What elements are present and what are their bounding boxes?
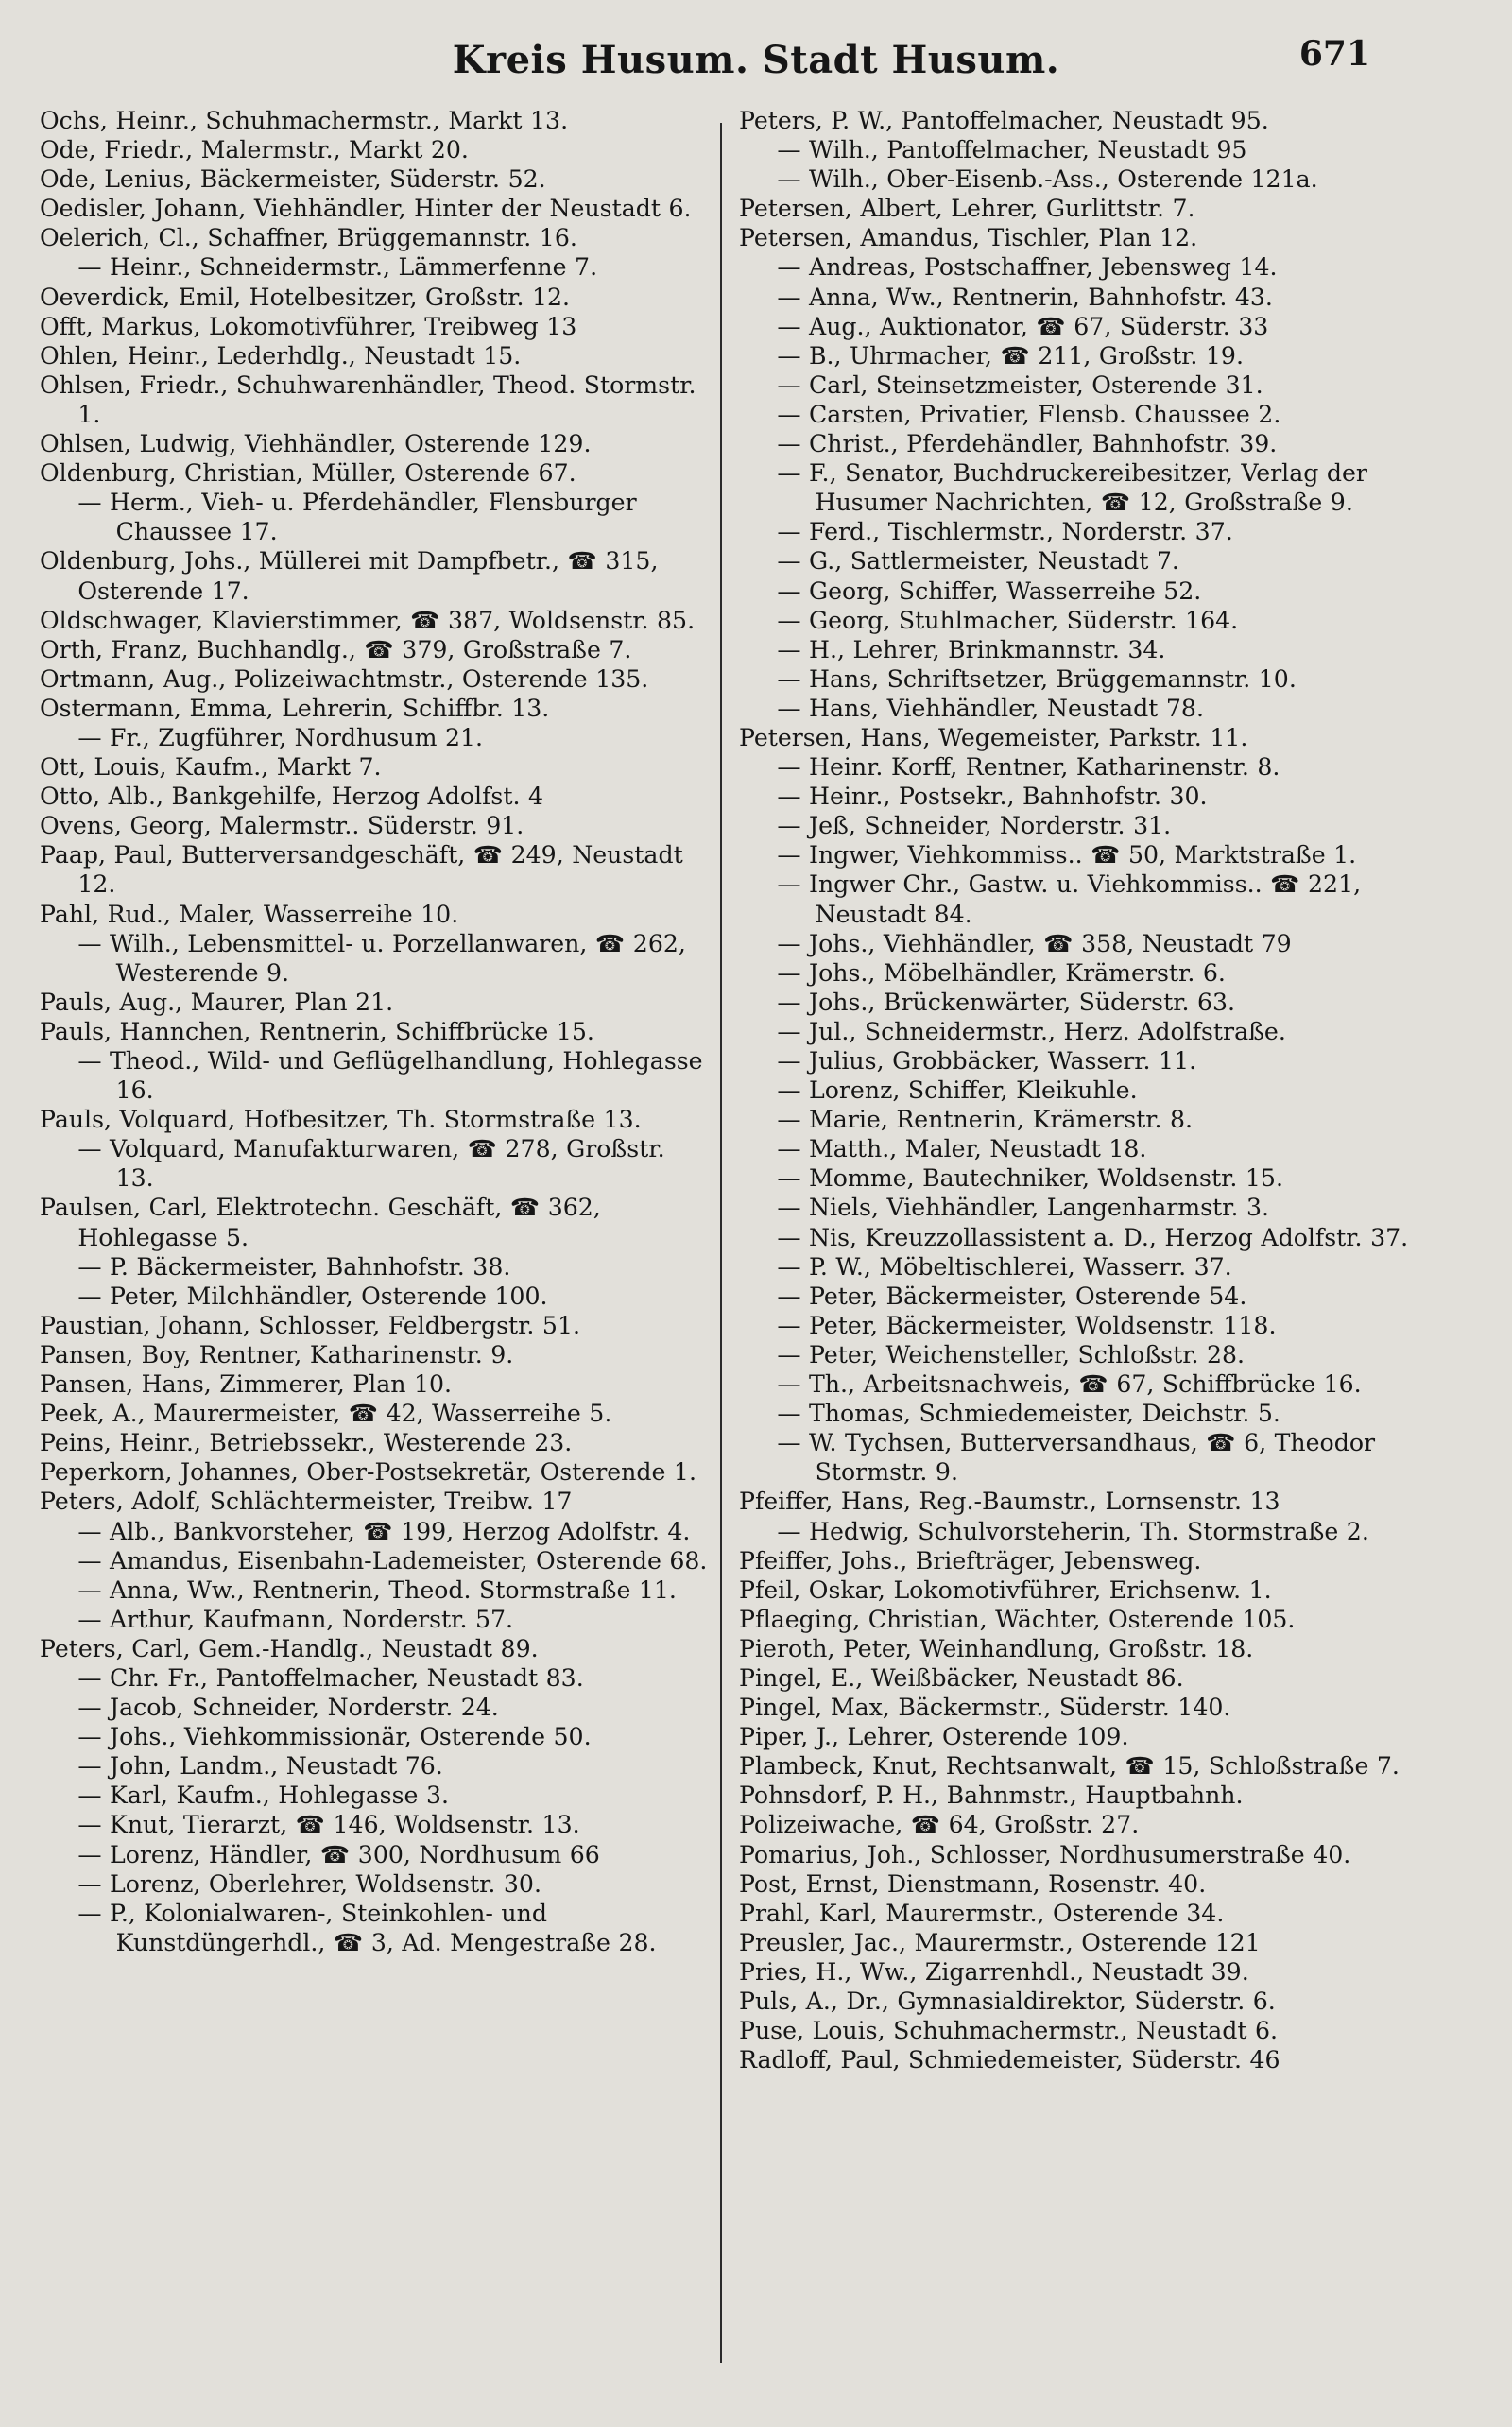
directory-entry: Ochs, Heinr., Schuhmachermstr., Markt 13. (40, 107, 569, 134)
directory-sub-entry: — Matth., Maler, Neustadt 18. (777, 1135, 1147, 1163)
directory-sub-entry: — Lorenz, Oberlehrer, Woldsenstr. 30. (77, 1869, 541, 1898)
directory-entry: Ohlen, Heinr., Lederhdlg., Neustadt 15. (40, 341, 522, 370)
directory-sub-entry: — Ferd., Tischlermstr., Norderstr. 37. (777, 518, 1233, 546)
directory-entry: Pauls, Volquard, Hofbesitzer, Th. Stormstraße 13. (40, 1106, 642, 1134)
directory-entry: Paulsen, Carl, Elektrotechn. Geschäft, ☎ 362, Hohlegasse 5. (40, 1194, 601, 1251)
directory-entry: Pries, H., Ww., Zigarrenhdl., Neustadt 39. (739, 1957, 1249, 1986)
directory-sub-entry: — Arthur, Kaufmann, Norderstr. 57. (77, 1605, 514, 1633)
right-column (739, 106, 1440, 2393)
directory-entry: Ovens, Georg, Malermstr.. Süderstr. 91. (40, 812, 524, 840)
directory-sub-entry: — Johs., Viehhändler, ☎ 358, Neustadt 79 (777, 929, 1292, 957)
directory-sub-entry: — Christ., Pferdehändler, Bahnhofstr. 39. (777, 430, 1278, 458)
directory-sub-entry: — Heinr., Schneidermstr., Lämmerfenne 7. (77, 253, 598, 282)
directory-sub-entry: — P., Kolonialwaren-, Steinkohlen- und Kunstdüngerhdl., ☎ 3, Ad. Mengestraße 28. (77, 1899, 657, 1956)
directory-entry: Oelerich, Cl., Schaffner, Brüggemannstr. 16. (40, 224, 577, 252)
directory-entry: Peperkorn, Johannes, Ober-Postsekretär, Osterende 1. (40, 1458, 696, 1487)
directory-entry: Pauls, Aug., Maurer, Plan 21. (40, 988, 394, 1016)
directory-sub-entry: — Peter, Bäckermeister, Woldsenstr. 118. (777, 1311, 1277, 1339)
page-header (0, 26, 1512, 93)
directory-sub-entry: — Marie, Rentnerin, Krämerstr. 8. (777, 1106, 1194, 1134)
directory-sub-entry: — Niels, Viehhändler, Langenharmstr. 3. (777, 1194, 1270, 1222)
directory-entry: Orth, Franz, Buchhandlg., ☎ 379, Großstraße 7. (40, 635, 632, 663)
directory-sub-entry: — Momme, Bautechniker, Woldsenstr. 15. (777, 1164, 1283, 1193)
directory-entry: Pahl, Rud., Maler, Wasserreihe 10. (40, 900, 459, 928)
directory-sub-entry: — B., Uhrmacher, ☎ 211, Großstr. 19. (777, 341, 1244, 370)
directory-entry: Pfeiffer, Johs., Briefträger, Jebensweg. (739, 1546, 1202, 1575)
directory-sub-entry: — Hans, Schriftsetzer, Brüggemannstr. 10. (777, 664, 1297, 693)
directory-entry: Peters, Carl, Gem.-Handlg., Neustadt 89. (40, 1634, 539, 1662)
directory-entry: Ott, Louis, Kaufm., Markt 7. (40, 753, 382, 782)
directory-entry: Paap, Paul, Butterversandgeschäft, ☎ 249, Neustadt 12. (40, 841, 683, 899)
directory-entry: Otto, Alb., Bankgehilfe, Herzog Adolfst. 4 (40, 783, 543, 811)
directory-sub-entry: — Peter, Weichensteller, Schloßstr. 28. (777, 1340, 1246, 1368)
directory-sub-entry: — Wilh., Lebensmittel- u. Porzellanwaren, ☎ 262, Westerende 9. (77, 929, 686, 987)
directory-entry: Pieroth, Peter, Weinhandlung, Großstr. 18. (739, 1634, 1254, 1662)
directory-entry: Offt, Markus, Lokomotivführer, Treibweg 13 (40, 312, 577, 340)
directory-sub-entry: — W. Tychsen, Butterversandhaus, ☎ 6, Theodor Stormstr. 9. (777, 1429, 1376, 1487)
directory-sub-entry: — Thomas, Schmiedemeister, Deichstr. 5. (777, 1400, 1280, 1428)
directory-entry: Oedisler, Johann, Viehhändler, Hinter der Neustadt 6. (40, 195, 692, 223)
directory-entry: Pohnsdorf, P. H., Bahnmstr., Hauptbahnh. (739, 1782, 1244, 1810)
directory-entry: Ostermann, Emma, Lehrerin, Schiffbr. 13. (40, 694, 550, 722)
directory-sub-entry: — Herm., Vieh- u. Pferdehändler, Flensburger Chaussee 17. (77, 489, 637, 546)
directory-entry: Radloff, Paul, Schmiedemeister, Süderstr. 46 (739, 2046, 1280, 2074)
directory-entry: Pansen, Hans, Zimmerer, Plan 10. (40, 1370, 453, 1399)
directory-entry: Paustian, Johann, Schlosser, Feldbergstr. 51. (40, 1311, 580, 1339)
directory-entry: Plambeck, Knut, Rechtsanwalt, ☎ 15, Schloßstraße 7. (739, 1752, 1400, 1781)
directory-sub-entry: — Th., Arbeitsnachweis, ☎ 67, Schiffbrücke 16. (777, 1370, 1362, 1399)
directory-sub-entry: — Jul., Schneidermstr., Herz. Adolfstraße. (777, 1017, 1286, 1045)
directory-entry: Peins, Heinr., Betriebssekr., Westerende 23. (40, 1429, 573, 1457)
directory-entry: Peters, P. W., Pantoffelmacher, Neustadt 95. (739, 107, 1269, 134)
directory-entry: Petersen, Amandus, Tischler, Plan 12. (739, 224, 1198, 252)
directory-sub-entry: — Nis, Kreuzzollassistent a. D., Herzog Adolfstr. 37. (777, 1223, 1409, 1251)
directory-entry: Petersen, Hans, Wegemeister, Parkstr. 11. (739, 723, 1248, 751)
directory-entry: Preusler, Jac., Maurermstr., Osterende 121 (739, 1928, 1261, 1956)
directory-entry: Oldenburg, Johs., Müllerei mit Dampfbetr., ☎ 315, Osterende 17. (40, 547, 659, 605)
directory-sub-entry: — Ingwer Chr., Gastw. u. Viehkommiss.. ☎ 221, Neustadt 84. (777, 870, 1362, 928)
directory-entry: Ohlsen, Friedr., Schuhwarenhändler, Theod. Stormstr. 1. (40, 370, 696, 428)
directory-entry: Ortmann, Aug., Polizeiwachtmstr., Osterende 135. (40, 664, 649, 693)
directory-entry: Ode, Friedr., Malermstr., Markt 20. (40, 136, 469, 164)
page-number: 671 (1298, 34, 1370, 74)
directory-sub-entry: — Heinr. Korff, Rentner, Katharinenstr. 8. (777, 753, 1280, 782)
directory-entry: Pfeiffer, Hans, Reg.-Baumstr., Lornsenstr. 13 (739, 1488, 1280, 1516)
directory-sub-entry: — Alb., Bankvorsteher, ☎ 199, Herzog Adolfstr. 4. (77, 1517, 691, 1545)
directory-entry: Peters, Adolf, Schlächtermeister, Treibw. 17 (40, 1488, 573, 1516)
directory-sub-entry: — Fr., Zugführer, Nordhusum 21. (77, 723, 484, 751)
directory-entry: Pingel, E., Weißbäcker, Neustadt 86. (739, 1663, 1184, 1692)
directory-sub-entry: — Wilh., Ober-Eisenb.-Ass., Osterende 121a. (777, 165, 1318, 194)
directory-entry: Piper, J., Lehrer, Osterende 109. (739, 1723, 1129, 1751)
directory-sub-entry: — Hedwig, Schulvorsteherin, Th. Stormstraße 2. (777, 1517, 1369, 1545)
directory-entry: Pingel, Max, Bäckermstr., Süderstr. 140. (739, 1694, 1231, 1722)
directory-sub-entry: — P. Bäckermeister, Bahnhofstr. 38. (77, 1252, 511, 1281)
directory-sub-entry: — Carsten, Privatier, Flensb. Chaussee 2. (777, 400, 1281, 428)
directory-sub-entry: — Georg, Stuhlmacher, Süderstr. 164. (777, 606, 1239, 634)
directory-entry: Peek, A., Maurermeister, ☎ 42, Wasserreihe 5. (40, 1400, 612, 1428)
directory-sub-entry: — P. W., Möbeltischlerei, Wasserr. 37. (777, 1252, 1232, 1281)
directory-sub-entry: — Johs., Viehkommissionär, Osterende 50. (77, 1723, 592, 1751)
directory-entry: Pflaeging, Christian, Wächter, Osterende 105. (739, 1605, 1296, 1633)
directory-sub-entry: — Theod., Wild- und Geflügelhandlung, Hohlegasse 16. (77, 1047, 703, 1105)
directory-entry: Polizeiwache, ☎ 64, Großstr. 27. (739, 1811, 1140, 1839)
directory-sub-entry: — Wilh., Pantoffelmacher, Neustadt 95 (777, 136, 1247, 164)
directory-sub-entry: — Lorenz, Händler, ☎ 300, Nordhusum 66 (77, 1840, 600, 1868)
directory-sub-entry: — Volquard, Manufakturwaren, ☎ 278, Großstr. 13. (77, 1135, 665, 1193)
directory-entry: Puse, Louis, Schuhmachermstr., Neustadt 6. (739, 2017, 1279, 2045)
directory-sub-entry: — F., Senator, Buchdruckereibesitzer, Verlag der Husumer Nachrichten, ☎ 12, Großstraße 9. (777, 459, 1367, 517)
directory-entry: Pauls, Hannchen, Rentnerin, Schiffbrücke 15. (40, 1017, 594, 1045)
directory-entry: Ode, Lenius, Bäckermeister, Süderstr. 52. (40, 165, 546, 194)
directory-sub-entry: — Peter, Milchhändler, Osterende 100. (77, 1282, 548, 1310)
directory-entry: Pansen, Boy, Rentner, Katharinenstr. 9. (40, 1340, 514, 1368)
directory-sub-entry: — Karl, Kaufm., Hohlegasse 3. (77, 1782, 449, 1810)
directory-entry: Pomarius, Joh., Schlosser, Nordhusumerstraße 40. (739, 1840, 1351, 1868)
directory-sub-entry: — Johs., Möbelhändler, Krämerstr. 6. (777, 958, 1226, 987)
directory-sub-entry: — Ingwer, Viehkommiss.. ☎ 50, Marktstraße 1. (777, 841, 1357, 869)
directory-entry: Pfeil, Oskar, Lokomotivführer, Erichsenw. 1. (739, 1575, 1272, 1604)
directory-sub-entry: — Amandus, Eisenbahn-Lademeister, Osterende 68. (77, 1546, 708, 1575)
directory-entry: Oldschwager, Klavierstimmer, ☎ 387, Woldsenstr. 85. (40, 606, 696, 634)
directory-sub-entry: — John, Landm., Neustadt 76. (77, 1752, 443, 1781)
directory-sub-entry: — Carl, Steinsetzmeister, Osterende 31. (777, 370, 1263, 399)
directory-entry: Petersen, Albert, Lehrer, Gurlittstr. 7. (739, 195, 1195, 223)
directory-sub-entry: — Anna, Ww., Rentnerin, Bahnhofstr. 43. (777, 283, 1273, 311)
directory-sub-entry: — H., Lehrer, Brinkmannstr. 34. (777, 635, 1166, 663)
directory-entry: Puls, A., Dr., Gymnasialdirektor, Süderstr. 6. (739, 1988, 1276, 2015)
directory-sub-entry: — Jacob, Schneider, Norderstr. 24. (77, 1694, 499, 1722)
running-title: Kreis Husum. Stadt Husum. (452, 38, 1060, 82)
directory-sub-entry: — Julius, Grobbäcker, Wasserr. 11. (777, 1047, 1197, 1075)
directory-sub-entry: — Heinr., Postsekr., Bahnhofstr. 30. (777, 783, 1208, 811)
column-divider (720, 123, 722, 2363)
directory-sub-entry: — Andreas, Postschaffner, Jebensweg 14. (777, 253, 1278, 282)
directory-entry: Ohlsen, Ludwig, Viehhändler, Osterende 129. (40, 430, 592, 458)
left-column (40, 106, 711, 2393)
directory-sub-entry: — Anna, Ww., Rentnerin, Theod. Stormstraße 11. (77, 1575, 677, 1604)
directory-entry: Prahl, Karl, Maurermstr., Osterende 34. (739, 1899, 1225, 1927)
directory-sub-entry: — Chr. Fr., Pantoffelmacher, Neustadt 83. (77, 1663, 584, 1692)
directory-sub-entry: — Knut, Tierarzt, ☎ 146, Woldsenstr. 13. (77, 1811, 580, 1839)
directory-sub-entry: — G., Sattlermeister, Neustadt 7. (777, 547, 1179, 576)
directory-sub-entry: — Lorenz, Schiffer, Kleikuhle. (777, 1076, 1138, 1105)
directory-sub-entry: — Jeß, Schneider, Norderstr. 31. (777, 812, 1172, 840)
directory-entry: Oldenburg, Christian, Müller, Osterende 67. (40, 459, 576, 488)
directory-sub-entry: — Georg, Schiffer, Wasserreihe 52. (777, 577, 1202, 605)
directory-sub-entry: — Hans, Viehhändler, Neustadt 78. (777, 694, 1204, 722)
directory-sub-entry: — Peter, Bäckermeister, Osterende 54. (777, 1282, 1247, 1310)
directory-sub-entry: — Johs., Brückenwärter, Süderstr. 63. (777, 988, 1236, 1016)
directory-entry: Oeverdick, Emil, Hotelbesitzer, Großstr. 12. (40, 283, 571, 311)
directory-sub-entry: — Aug., Auktionator, ☎ 67, Süderstr. 33 (777, 312, 1269, 340)
directory-entry: Post, Ernst, Dienstmann, Rosenstr. 40. (739, 1869, 1207, 1898)
